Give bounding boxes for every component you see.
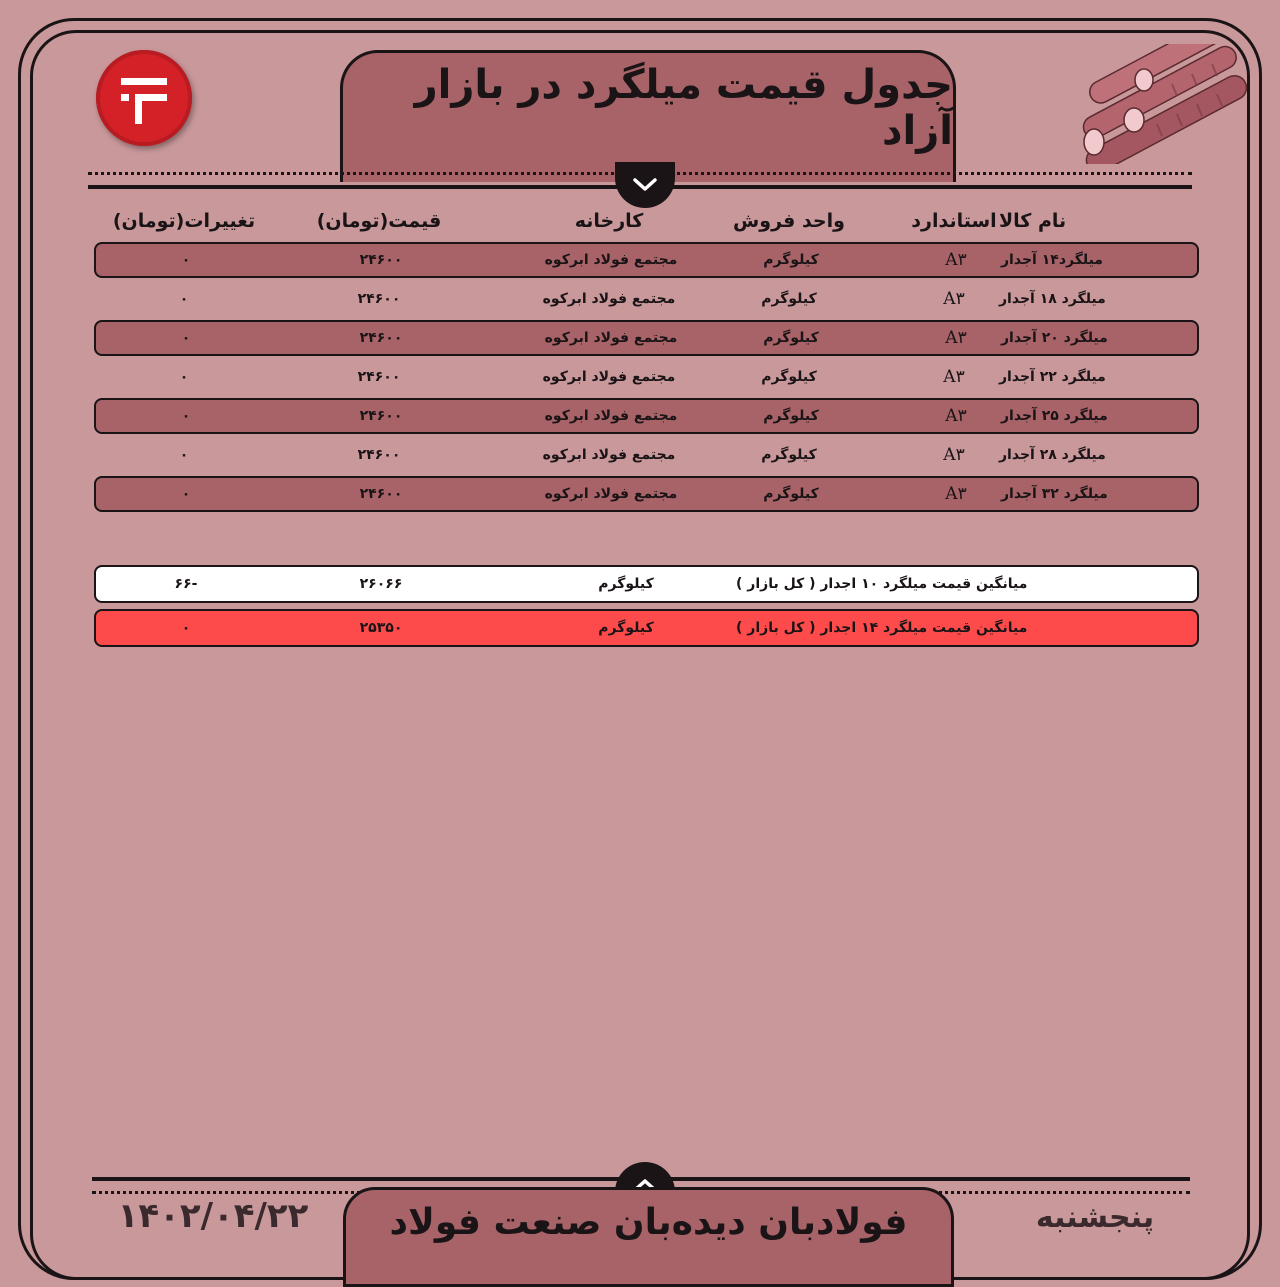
average-price: ۲۵۳۵۰: [359, 620, 403, 636]
cell-price: ۲۴۶۰۰: [357, 447, 401, 463]
average-label: میانگین قیمت میلگرد ۱۴ اجدار ( کل بازار ): [736, 620, 1028, 636]
cell-factory: مجتمع فولاد ابرکوه: [544, 486, 678, 502]
footer-banner: [343, 1187, 954, 1287]
cell-unit: کیلوگرم: [761, 291, 817, 307]
cell-price: ۲۴۶۰۰: [357, 291, 401, 307]
cell-change: ۰: [179, 291, 189, 307]
average-unit: کیلوگرم: [598, 620, 654, 636]
average-change: -۶۶: [174, 576, 198, 592]
cell-standard: A۳: [945, 406, 967, 426]
cell-change: ۰: [179, 369, 189, 385]
cell-standard: A۳: [945, 328, 967, 348]
cell-unit: کیلوگرم: [761, 447, 817, 463]
cell-standard: A۳: [943, 289, 965, 309]
average-label: میانگین قیمت میلگرد ۱۰ اجدار ( کل بازار ): [736, 576, 1028, 592]
cell-name: میلگرد ۲۸ آجدار: [999, 447, 1106, 463]
cell-name: میلگرد ۲۲ آجدار: [999, 369, 1106, 385]
cell-name: میلگرد ۲۰ آجدار: [1001, 330, 1108, 346]
column-header-price: قیمت(تومان): [316, 210, 442, 232]
table-row: [94, 359, 1199, 395]
average-unit: کیلوگرم: [598, 576, 654, 592]
average-change: ۰: [181, 620, 191, 636]
table-row: [94, 476, 1199, 512]
cell-standard: A۳: [945, 484, 967, 504]
cell-price: ۲۴۶۰۰: [359, 330, 403, 346]
cell-change: ۰: [179, 447, 189, 463]
cell-factory: مجتمع فولاد ابرکوه: [542, 447, 676, 463]
cell-name: میلگرد ۱۸ آجدار: [999, 291, 1106, 307]
table-row: [94, 320, 1199, 356]
rebar-bundle-icon: [1062, 44, 1252, 164]
column-header-standard: استاندارد: [911, 210, 997, 232]
cell-change: ۰: [181, 486, 191, 502]
cell-name: میلگرد ۲۵ آجدار: [1001, 408, 1108, 424]
cell-unit: کیلوگرم: [763, 252, 819, 268]
cell-change: ۰: [181, 408, 191, 424]
cell-standard: A۳: [943, 445, 965, 465]
cell-name: میلگرد۱۴ آجدار: [1001, 252, 1103, 268]
date-label: ۱۴۰۲/۰۴/۲۲: [117, 1196, 309, 1236]
cell-name: میلگرد ۳۲ آجدار: [1001, 486, 1108, 502]
column-header-factory: کارخانه: [574, 210, 644, 232]
average-price: ۲۶۰۶۶: [359, 576, 403, 592]
cell-factory: مجتمع فولاد ابرکوه: [544, 330, 678, 346]
cell-unit: کیلوگرم: [763, 408, 819, 424]
table-header: [94, 204, 1199, 238]
day-label: پنجشنبه: [1035, 1200, 1155, 1235]
cell-unit: کیلوگرم: [761, 369, 817, 385]
column-header-change: تغییرات(تومان): [112, 210, 256, 232]
cell-standard: A۳: [943, 367, 965, 387]
cell-factory: مجتمع فولاد ابرکوه: [544, 408, 678, 424]
column-header-name: نام کالا: [999, 210, 1067, 232]
tejarat-logo-icon: [96, 50, 192, 146]
cell-price: ۲۴۶۰۰: [359, 252, 403, 268]
cell-factory: مجتمع فولاد ابرکوه: [544, 252, 678, 268]
column-header-unit: واحد فروش: [733, 210, 845, 232]
page-title: جدول قیمت میلگرد در بازار آزاد: [414, 61, 953, 154]
footer-brand: فولادبان دیده‌بان صنعت فولاد: [389, 1201, 908, 1243]
cell-unit: کیلوگرم: [763, 486, 819, 502]
average-row-highlight: [94, 609, 1199, 647]
cell-price: ۲۴۶۰۰: [359, 486, 403, 502]
average-row: [94, 565, 1199, 603]
table-row: [94, 437, 1199, 473]
table-row: [94, 242, 1199, 278]
cell-standard: A۳: [945, 250, 967, 270]
cell-factory: مجتمع فولاد ابرکوه: [542, 291, 676, 307]
cell-price: ۲۴۶۰۰: [359, 408, 403, 424]
cell-price: ۲۴۶۰۰: [357, 369, 401, 385]
table-row: [94, 281, 1199, 317]
cell-change: ۰: [181, 330, 191, 346]
cell-factory: مجتمع فولاد ابرکوه: [542, 369, 676, 385]
cell-change: ۰: [181, 252, 191, 268]
cell-unit: کیلوگرم: [763, 330, 819, 346]
table-row: [94, 398, 1199, 434]
